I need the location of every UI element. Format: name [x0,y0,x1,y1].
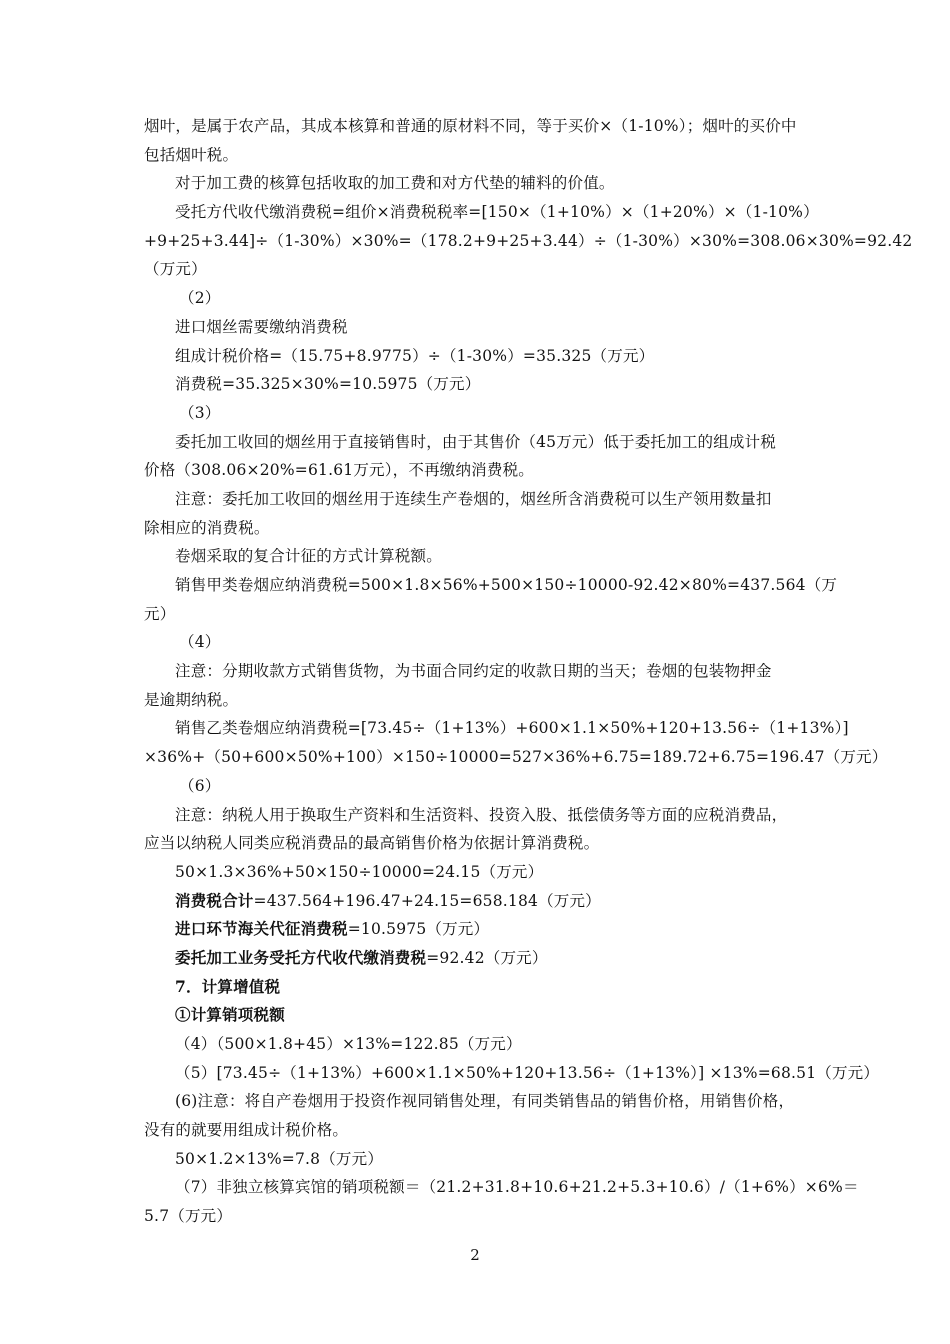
text-line: （7）非独立核算宾馆的销项税额＝（21.2+31.8+10.6+21.2+5.3+10.6）/（1+6%）×6%＝ [175,1178,859,1197]
text-line: 卷烟采取的复合计征的方式计算税额。 [175,547,442,566]
summary-line-import-tax [144,915,814,944]
summary-value: =92.42（万元） [426,948,548,967]
text-line: 包括烟叶税。 [144,145,239,164]
text-line: 50×1.2×13%=7.8（万元） [175,1149,384,1168]
text-line: 组成计税价格=（15.75+8.9775）÷（1-30%）=35.325（万元） [175,346,655,365]
section-number: （4） [179,633,221,652]
subsection-heading: ①计算销项税额 [175,1005,285,1025]
summary-label: 进口环节海关代征消费税 [175,919,348,939]
text-line: 注意：纳税人用于换取生产资料和生活资料、投资入股、抵偿债务等方面的应税消费品， [175,805,788,824]
text-line: 销售甲类卷烟应纳消费税=500×1.8×56%+500×150÷10000-92.42×80%=437.564（万 [175,576,838,594]
text-line: 进口烟丝需要缴纳消费税 [175,317,348,336]
text-line: （4）（500×1.8+45）×13%=122.85（万元） [175,1035,522,1053]
summary-line-withholding-tax [144,944,814,973]
text-line: 销售乙类卷烟应纳消费税=[73.45÷（1+13%）+600×1.1×50%+120+13.56÷（1+13%）] [175,719,849,738]
text-line: 价格（308.06×20%=61.61万元），不再缴纳消费税。 [144,461,534,480]
summary-value: =10.5975（万元） [347,920,490,939]
section-heading: 7．计算增值税 [175,976,281,996]
summary-line-consumption-tax-total [144,887,814,916]
text-line: 对于加工费的核算包括收取的加工费和对方代垫的辅料的价值。 [175,174,615,193]
summary-value: =437.564+196.47+24.15=658.184（万元） [253,891,601,910]
text-line: (6)注意：将自产卷烟用于投资作视同销售处理，有同类销售品的销售价格，用销售价格， [175,1092,795,1111]
text-line: 受托方代收代缴消费税=组价×消费税税率=[150×（1+10%）×（1+20%）×（1-10%） [175,203,819,222]
text-line: 消费税=35.325×30%=10.5975（万元） [175,375,481,394]
text-line: 应当以纳税人同类应税消费品的最高销售价格为依据计算消费税。 [144,834,600,853]
document-body [144,112,913,1231]
text-line: 除相应的消费税。 [144,518,270,537]
text-line: 是逾期纳税。 [144,690,239,709]
text-line: 5.7（万元） [144,1207,233,1226]
section-number: （6） [179,776,221,795]
text-line: +9+25+3.44]÷（1-30%）×30%=（178.2+9+25+3.44）÷（1-30%）×30%=308.06×30%=92.42 [144,231,913,250]
text-line: （5）[73.45÷（1+13%）+600×1.1×50%+120+13.56÷（1+13%）] ×13%=68.51（万元） [175,1063,880,1082]
text-line: 注意：委托加工收回的烟丝用于连续生产卷烟的，烟丝所含消费税可以生产领用数量扣 [175,489,772,508]
text-line: 委托加工收回的烟丝用于直接销售时，由于其售价（45万元）低于委托加工的组成计税 [175,432,777,451]
text-line: 没有的就要用组成计税价格。 [144,1121,349,1140]
section-number: （2） [179,289,221,308]
text-line: 50×1.3×36%+50×150÷10000=24.15（万元） [175,862,544,881]
page-number: 2 [470,1246,480,1264]
section-number: （3） [179,403,221,422]
text-line: ×36%+（50+600×50%+100）×150÷10000=527×36%+6.75=189.72+6.75=196.47（万元） [144,748,888,767]
text-line: 元） [144,604,176,623]
text-line: （万元） [144,260,207,279]
text-line: 烟叶，是属于农产品，其成本核算和普通的原材料不同，等于买价×（1-10%）；烟叶的买价中 [144,117,797,135]
text-line: 注意：分期收款方式销售货物，为书面合同约定的收款日期的当天；卷烟的包装物押金 [175,662,772,681]
summary-label: 委托加工业务受托方代收代缴消费税 [175,947,427,967]
summary-label: 消费税合计 [175,890,254,910]
